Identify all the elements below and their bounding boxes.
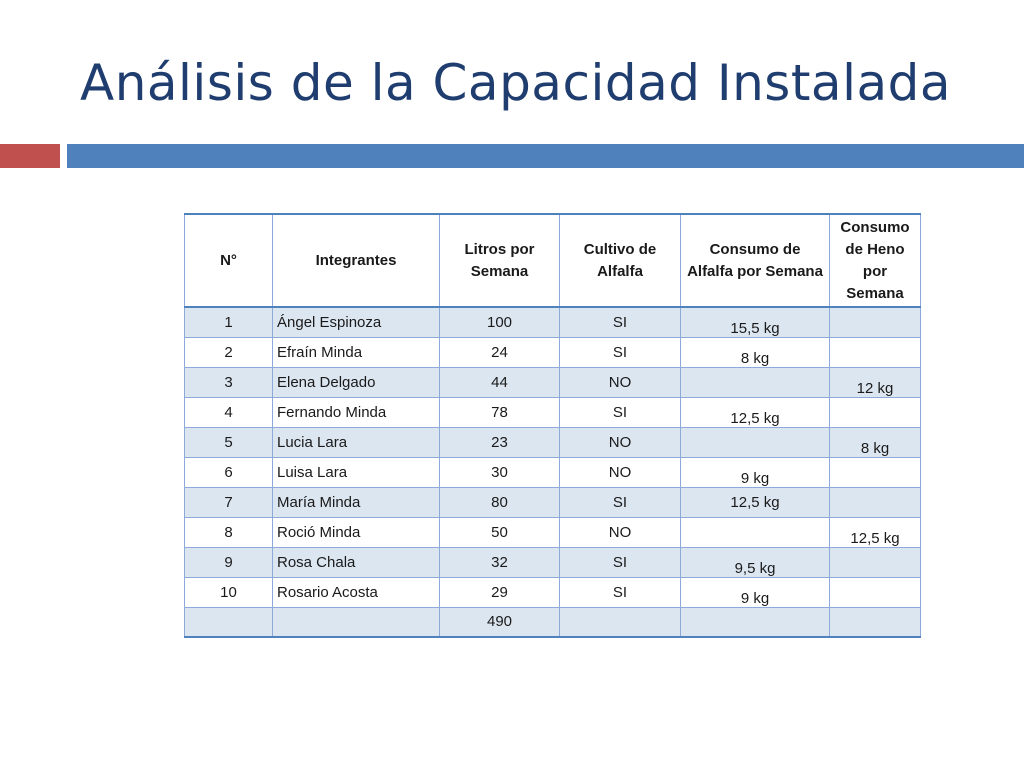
- cell-alfalfa: 12,5 kg: [681, 397, 830, 427]
- cell-litros: 80: [440, 487, 560, 517]
- table-row: [185, 427, 921, 457]
- cell-cultivo: SI: [560, 547, 681, 577]
- cell-alfalfa: 9 kg: [681, 577, 830, 607]
- table-row: [185, 547, 921, 577]
- cell-alfalfa: 15,5 kg: [681, 307, 830, 337]
- cell-heno: [830, 577, 921, 607]
- cell-empty: [681, 607, 830, 637]
- cell-number: 10: [185, 577, 273, 607]
- header-litros: Litros por Semana: [440, 214, 560, 307]
- cell-name: Roció Minda: [273, 517, 440, 547]
- cell-alfalfa: 12,5 kg: [681, 487, 830, 517]
- table-row: [185, 397, 921, 427]
- cell-empty: [273, 607, 440, 637]
- cell-cultivo: SI: [560, 487, 681, 517]
- cell-litros: 50: [440, 517, 560, 547]
- cell-litros: 24: [440, 337, 560, 367]
- cell-number: 2: [185, 337, 273, 367]
- accent-bar-blue: [67, 144, 1024, 168]
- header-number: N°: [185, 214, 273, 307]
- header-cultivo: Cultivo de Alfalfa: [560, 214, 681, 307]
- cell-name: Luisa Lara: [273, 457, 440, 487]
- cell-number: 4: [185, 397, 273, 427]
- cell-heno: 12,5 kg: [830, 517, 921, 547]
- slide-title: Análisis de la Capacidad Instalada: [80, 54, 951, 112]
- accent-bar-red: [0, 144, 60, 168]
- cell-name: Fernando Minda: [273, 397, 440, 427]
- cell-number: 3: [185, 367, 273, 397]
- cell-heno: [830, 547, 921, 577]
- cell-heno: [830, 487, 921, 517]
- table-row: [185, 517, 921, 547]
- cell-cultivo: NO: [560, 427, 681, 457]
- header-consumo-alfalfa: Consumo de Alfalfa por Semana: [681, 214, 830, 307]
- cell-alfalfa: 9 kg: [681, 457, 830, 487]
- cell-cultivo: SI: [560, 337, 681, 367]
- cell-name: María Minda: [273, 487, 440, 517]
- table-row: [185, 457, 921, 487]
- cell-cultivo: NO: [560, 367, 681, 397]
- cell-number: 5: [185, 427, 273, 457]
- cell-heno: [830, 457, 921, 487]
- cell-heno: [830, 307, 921, 337]
- cell-cultivo: SI: [560, 577, 681, 607]
- header-consumo-heno: Consumo de Heno por Semana: [830, 214, 921, 307]
- cell-alfalfa: [681, 517, 830, 547]
- cell-number: 8: [185, 517, 273, 547]
- cell-litros: 29: [440, 577, 560, 607]
- cell-empty: [560, 607, 681, 637]
- cell-empty: [185, 607, 273, 637]
- cell-alfalfa: 9,5 kg: [681, 547, 830, 577]
- cell-empty: [830, 607, 921, 637]
- cell-litros: 78: [440, 397, 560, 427]
- cell-cultivo: NO: [560, 457, 681, 487]
- header-integrantes: Integrantes: [273, 214, 440, 307]
- cell-alfalfa: [681, 427, 830, 457]
- cell-name: Ángel Espinoza: [273, 307, 440, 337]
- table-row: [185, 367, 921, 397]
- cell-litros: 44: [440, 367, 560, 397]
- cell-heno: 8 kg: [830, 427, 921, 457]
- cell-heno: 12 kg: [830, 367, 921, 397]
- cell-number: 1: [185, 307, 273, 337]
- cell-name: Elena Delgado: [273, 367, 440, 397]
- table-row: [185, 487, 921, 517]
- cell-number: 9: [185, 547, 273, 577]
- cell-cultivo: SI: [560, 307, 681, 337]
- cell-heno: [830, 337, 921, 367]
- cell-number: 7: [185, 487, 273, 517]
- cell-number: 6: [185, 457, 273, 487]
- cell-name: Lucia Lara: [273, 427, 440, 457]
- cell-name: Rosario Acosta: [273, 577, 440, 607]
- cell-litros: 32: [440, 547, 560, 577]
- cell-alfalfa: 8 kg: [681, 337, 830, 367]
- table-row: [185, 337, 921, 367]
- cell-litros: 30: [440, 457, 560, 487]
- cell-heno: [830, 397, 921, 427]
- table-row: [185, 577, 921, 607]
- table-total-row: [185, 607, 921, 637]
- cell-litros: 23: [440, 427, 560, 457]
- capacity-table: [184, 213, 921, 638]
- total-litros: 490: [440, 607, 560, 637]
- cell-name: Rosa Chala: [273, 547, 440, 577]
- cell-litros: 100: [440, 307, 560, 337]
- cell-cultivo: NO: [560, 517, 681, 547]
- table-header-row: [185, 214, 921, 307]
- cell-alfalfa: [681, 367, 830, 397]
- cell-name: Efraín Minda: [273, 337, 440, 367]
- table-row: [185, 307, 921, 337]
- cell-cultivo: SI: [560, 397, 681, 427]
